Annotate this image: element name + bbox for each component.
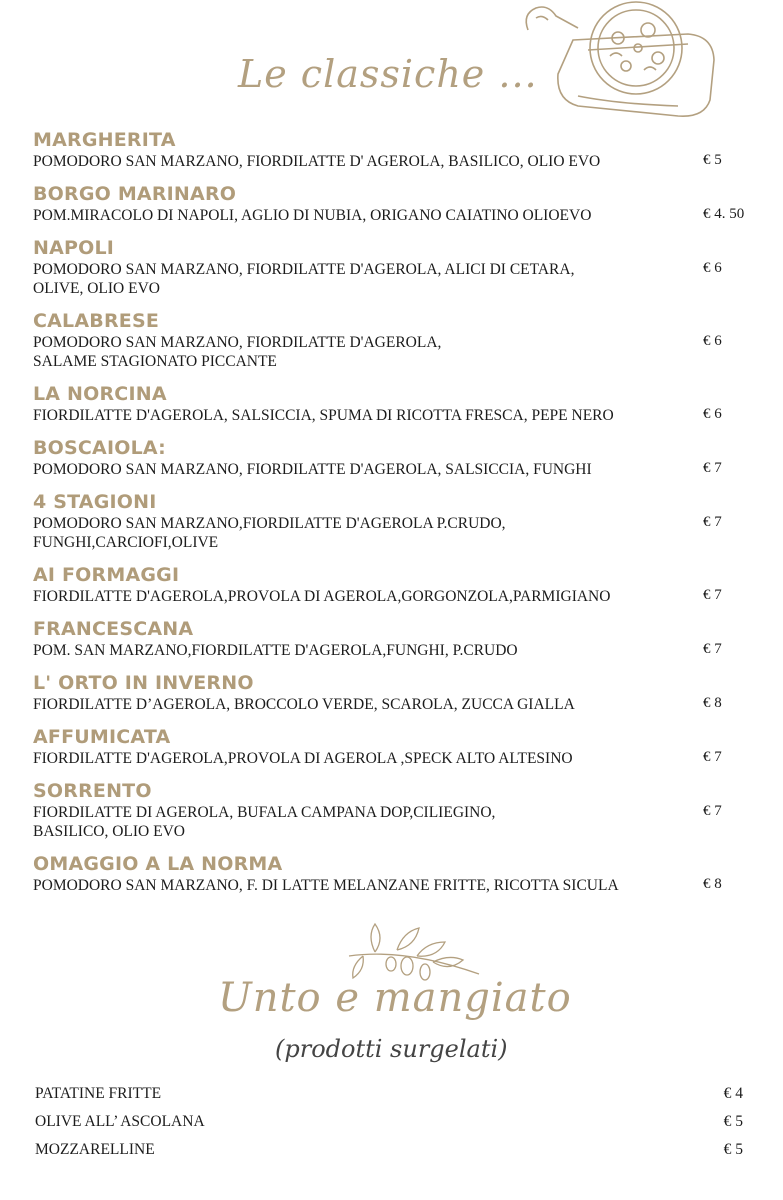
item-name: AI FORMAGGI — [33, 564, 180, 586]
item-price: € 5 — [703, 152, 722, 168]
section-title-classiche: Le classiche ... — [238, 52, 538, 96]
item-name: FRANCESCANA — [33, 618, 194, 640]
extra-price: € 4 — [723, 1085, 743, 1102]
extra-item-patatine-fritte — [35, 1083, 745, 1111]
menu-item-boscaiola — [33, 436, 763, 479]
item-price: € 8 — [703, 695, 722, 711]
item-price: € 6 — [703, 260, 722, 276]
item-name: L' ORTO IN INVERNO — [33, 672, 254, 694]
extra-name: PATATINE FRITTE — [35, 1085, 162, 1102]
item-price: € 7 — [703, 514, 722, 530]
item-description: FIORDILATTE D'AGEROLA, SALSICCIA, SPUMA DI RICOTTA FRESCA, PEPE NERO — [33, 407, 614, 424]
menu-item-4-stagioni — [33, 490, 763, 552]
menu-item-calabrese — [33, 309, 763, 371]
extra-item-olive-ascolana — [35, 1111, 745, 1139]
item-description: POM.MIRACOLO DI NAPOLI, AGLIO DI NUBIA, ORIGANO CAIATINO OLIOEVO — [33, 207, 592, 224]
item-price: € 4. 50 — [703, 206, 745, 222]
item-price: € 7 — [703, 460, 722, 476]
item-description: FIORDILATTE DI AGEROLA, BUFALA CAMPANA DOP,CILIEGINO, BASILICO, OLIO EVO — [33, 804, 496, 840]
extra-name: MOZZARELLINE — [35, 1141, 155, 1158]
item-price: € 7 — [703, 587, 722, 603]
olive-branch-illustration — [345, 918, 485, 983]
item-name: 4 STAGIONI — [33, 491, 157, 513]
item-description: POM. SAN MARZANO,FIORDILATTE D'AGEROLA,FUNGHI, P.CRUDO — [33, 642, 518, 659]
item-name: NAPOLI — [33, 237, 115, 259]
menu-item-francescana — [33, 617, 763, 660]
extras-list — [35, 1083, 745, 1167]
item-name: SORRENTO — [33, 780, 152, 802]
item-name: BORGO MARINARO — [33, 183, 237, 205]
item-description: POMODORO SAN MARZANO, FIORDILATTE D'AGEROLA, SALAME STAGIONATO PICCANTE — [33, 334, 442, 370]
item-price: € 6 — [703, 333, 722, 349]
menu-item-ai-formaggi — [33, 563, 763, 606]
menu-item-sorrento — [33, 779, 763, 841]
item-name: AFFUMICATA — [33, 726, 171, 748]
item-description: POMODORO SAN MARZANO, F. DI LATTE MELANZANE FRITTE, RICOTTA SICULA — [33, 877, 619, 894]
menu-item-affumicata — [33, 725, 763, 768]
pizza-menu-list — [33, 128, 763, 906]
item-description: POMODORO SAN MARZANO, FIORDILATTE D'AGEROLA, SALSICCIA, FUNGHI — [33, 461, 592, 478]
item-price: € 7 — [703, 803, 722, 819]
section-subtitle-surgelati: (prodotti surgelati) — [275, 1035, 508, 1063]
extra-price: € 5 — [723, 1113, 743, 1130]
item-description: POMODORO SAN MARZANO, FIORDILATTE D'AGEROLA, ALICI DI CETARA, OLIVE, OLIO EVO — [33, 261, 575, 297]
item-name: LA NORCINA — [33, 383, 167, 405]
menu-item-orto-in-inverno — [33, 671, 763, 714]
item-description: FIORDILATTE D'AGEROLA,PROVOLA DI AGEROLA ,SPECK ALTO ALTESINO — [33, 750, 573, 767]
item-price: € 6 — [703, 406, 722, 422]
menu-item-borgo-marinaro — [33, 182, 763, 225]
menu-item-margherita — [33, 128, 763, 171]
menu-item-omaggio-a-la-norma — [33, 852, 763, 895]
extra-price: € 5 — [723, 1141, 743, 1158]
section-title-unto-e-mangiato: Unto e mangiato — [218, 975, 572, 1021]
item-price: € 8 — [703, 876, 722, 892]
item-description: POMODORO SAN MARZANO, FIORDILATTE D' AGEROLA, BASILICO, OLIO EVO — [33, 153, 601, 170]
pizza-board-illustration — [518, 0, 728, 125]
menu-item-napoli — [33, 236, 763, 298]
extra-item-mozzarelline — [35, 1139, 745, 1167]
item-name: OMAGGIO A LA NORMA — [33, 853, 283, 875]
item-price: € 7 — [703, 749, 722, 765]
item-description: FIORDILATTE D’AGEROLA, BROCCOLO VERDE, SCAROLA, ZUCCA GIALLA — [33, 696, 575, 713]
menu-item-la-norcina — [33, 382, 763, 425]
item-name: MARGHERITA — [33, 129, 176, 151]
item-name: BOSCAIOLA: — [33, 437, 166, 459]
extra-name: OLIVE ALL’ ASCOLANA — [35, 1113, 205, 1130]
item-description: FIORDILATTE D'AGEROLA,PROVOLA DI AGEROLA,GORGONZOLA,PARMIGIANO — [33, 588, 611, 605]
item-description: POMODORO SAN MARZANO,FIORDILATTE D'AGEROLA P.CRUDO, FUNGHI,CARCIOFI,OLIVE — [33, 515, 506, 551]
item-price: € 7 — [703, 641, 722, 657]
item-name: CALABRESE — [33, 310, 160, 332]
